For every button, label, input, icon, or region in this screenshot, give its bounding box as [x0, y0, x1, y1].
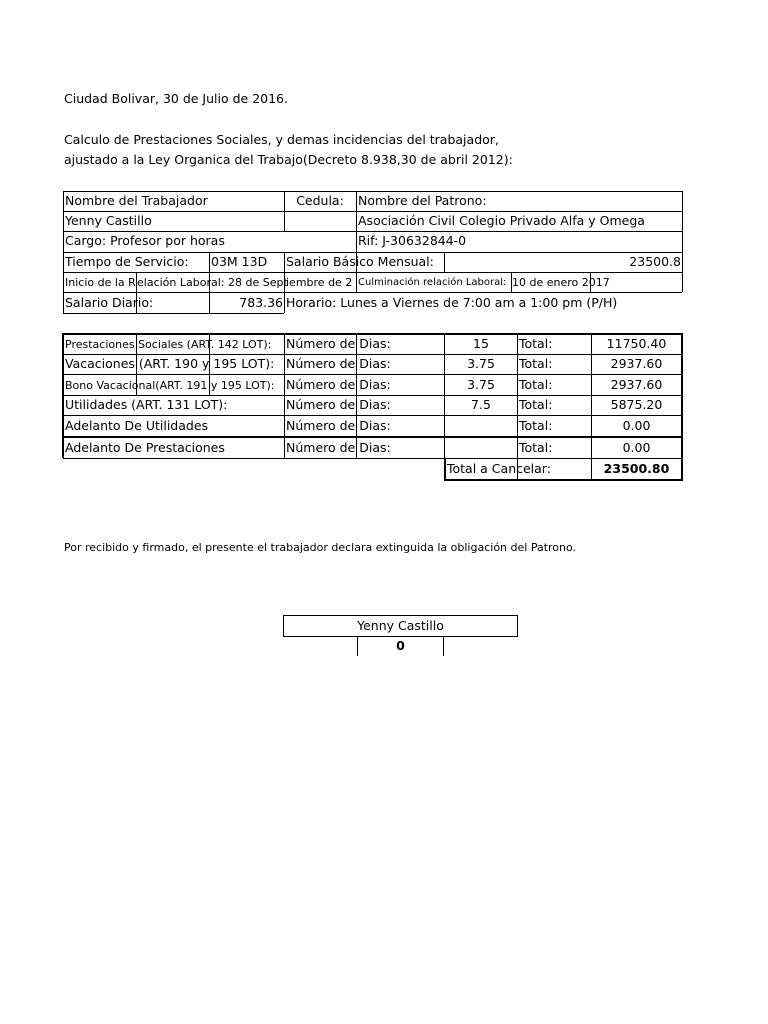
start-label-rest2: iembre de 2	[286, 276, 353, 289]
days-label-1: Número de Dias:	[286, 336, 391, 351]
salary-value: 23500.8	[629, 254, 681, 269]
days-label-2: Número de Dias:	[286, 356, 391, 371]
place-date: Ciudad Bolivar, 30 de Julio de 2016.	[64, 91, 288, 106]
start-label-rest: al: 28 de Sept	[211, 276, 288, 289]
cargo: Cargo: Profesor por horas	[65, 233, 225, 248]
end-value: 10 de enero 2017	[512, 276, 610, 289]
total-label-5: Total:	[519, 418, 553, 433]
grand-total-label: Total a Cancelar:	[447, 461, 551, 476]
days-1: 15	[473, 336, 489, 351]
daily-value: 783.36	[239, 295, 283, 310]
days-label-3: Número de Dias:	[286, 377, 391, 392]
start-label: Inicio de la R	[65, 276, 136, 289]
worker-name: Yenny Castillo	[65, 213, 152, 228]
total-label-4: Total:	[519, 397, 553, 412]
days-2: 3.75	[467, 356, 495, 371]
concept-6: Adelanto De Prestaciones	[65, 440, 225, 455]
start-label-mid: elación Labor	[137, 276, 211, 289]
title-line-2: ajustado a la Ley Organica del Trabajo(Decreto 8.938,30 de abril 2012):	[64, 152, 513, 167]
total-label-2: Total:	[519, 356, 553, 371]
daily-label: Salario Diario:	[65, 295, 154, 310]
total-4: 5875.20	[610, 397, 663, 412]
concept-2: Vacaciones (ART. 190 y 195 LOT):	[65, 356, 275, 371]
concept-5: Adelanto De Utilidades	[65, 418, 209, 433]
signer-id: 0	[396, 638, 405, 653]
title-line-1: Calculo de Prestaciones Sociales, y demas incidencias del trabajador,	[64, 132, 499, 147]
worker-label: Nombre del Trabajador	[65, 193, 208, 208]
concept-3: Bono Vacacional(ART. 191 y 195 LOT):	[65, 379, 275, 392]
concept-4: Utilidades (ART. 131 LOT):	[65, 397, 228, 412]
total-6: 0.00	[622, 440, 651, 455]
salary-label: Salario Básico Mensual:	[286, 254, 434, 269]
days-label-6: Número de Dias:	[286, 440, 391, 455]
total-2: 2937.60	[610, 356, 663, 371]
employer-label: Nombre del Patrono:	[358, 193, 487, 208]
statement: Por recibido y firmado, el presente el trabajador declara extinguida la obligación del Patrono.	[64, 541, 577, 554]
grand-total-value: 23500.80	[603, 461, 670, 476]
total-label-6: Total:	[519, 440, 553, 455]
total-5: 0.00	[622, 418, 651, 433]
total-label-3: Total:	[519, 377, 553, 392]
schedule: Horario: Lunes a Viernes de 7:00 am a 1:00 pm (P/H)	[286, 295, 618, 310]
signer-name: Yenny Castillo	[357, 618, 444, 633]
days-3: 3.75	[467, 377, 495, 392]
employer-name: Asociación Civil Colegio Privado Alfa y Omega	[358, 213, 645, 228]
total-label-1: Total:	[519, 336, 553, 351]
total-3: 2937.60	[610, 377, 663, 392]
cedula-label: Cedula:	[296, 193, 344, 208]
days-4: 7.5	[471, 397, 491, 412]
service-value: 03M 13D	[211, 254, 268, 269]
days-label-5: Número de Dias:	[286, 418, 391, 433]
rif: Rif: J-30632844-0	[358, 233, 467, 248]
total-1: 11750.40	[606, 336, 667, 351]
concept-1: Prestaciones Sociales (ART. 142 LOT):	[65, 338, 272, 351]
service-label: Tiempo de Servicio:	[65, 254, 189, 269]
days-label-4: Número de Dias:	[286, 397, 391, 412]
end-label: Culminación relación Laboral:	[358, 277, 507, 288]
